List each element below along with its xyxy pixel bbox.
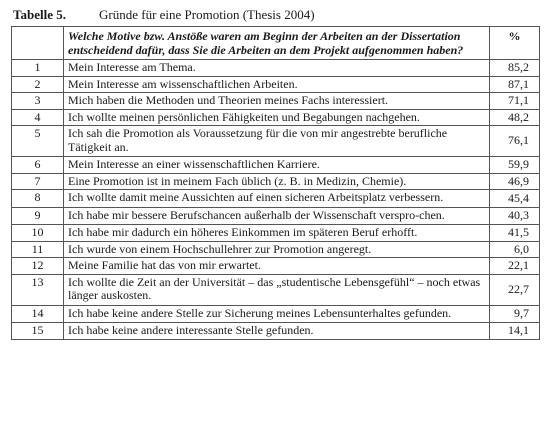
row-number: 3 <box>12 93 64 110</box>
table-row <box>12 258 540 275</box>
row-text: Ich wurde von einem Hochschullehrer zur Promotion angeregt. <box>64 241 490 258</box>
row-text: Mich haben die Methoden und Theorien meines Fachs interessiert. <box>64 93 490 110</box>
row-text: Eine Promotion ist in meinem Fach üblich (z. B. in Medizin, Chemie). <box>64 173 490 190</box>
row-number: 10 <box>12 225 64 242</box>
table-row <box>12 305 540 323</box>
row-percent: 76,1 <box>490 126 540 157</box>
table-row <box>12 157 540 174</box>
row-text: Mein Interesse an einer wissenschaftlichen Karriere. <box>64 157 490 174</box>
table-row <box>12 109 540 126</box>
table-row <box>12 323 540 340</box>
table-row <box>12 241 540 258</box>
row-percent: 40,3 <box>490 207 540 225</box>
table-row <box>12 76 540 93</box>
table-row <box>12 190 540 208</box>
row-number: 2 <box>12 76 64 93</box>
row-percent: 22,7 <box>490 274 540 305</box>
row-percent: 14,1 <box>490 323 540 340</box>
row-text: Ich wollte meinen persönlichen Fähigkeiten und Begabungen nachgehen. <box>64 109 490 126</box>
row-number: 7 <box>12 173 64 190</box>
percent-header: % <box>490 27 540 60</box>
row-text: Ich habe mir bessere Berufschancen außerhalb der Wissenschaft verspro-chen. <box>64 207 490 225</box>
row-percent: 48,2 <box>490 109 540 126</box>
row-number: 15 <box>12 323 64 340</box>
table-row <box>12 93 540 110</box>
row-percent: 6,0 <box>490 241 540 258</box>
row-number: 6 <box>12 157 64 174</box>
row-percent: 85,2 <box>490 60 540 77</box>
row-percent: 45,4 <box>490 190 540 208</box>
row-text: Ich wollte die Zeit an der Universität – das „studentische Lebensgefühl“ – noch etwas länger auskosten. <box>64 274 490 305</box>
motives-table <box>11 26 540 340</box>
table-caption-title: Gründe für eine Promotion (Thesis 2004) <box>99 7 315 22</box>
row-percent: 59,9 <box>490 157 540 174</box>
row-number: 9 <box>12 207 64 225</box>
header-number-cell <box>12 27 64 60</box>
table-row <box>12 274 540 305</box>
row-text: Ich habe keine andere interessante Stelle gefunden. <box>64 323 490 340</box>
row-percent: 41,5 <box>490 225 540 242</box>
table-row <box>12 173 540 190</box>
row-percent: 22,1 <box>490 258 540 275</box>
table-caption <box>10 4 540 26</box>
table-row <box>12 60 540 77</box>
question-header: Welche Motive bzw. Anstöße waren am Beginn der Arbeiten an der Dissertation entscheidend dafür, dass Sie die Arbeiten an dem Projekt aufgenommen haben? <box>64 27 490 60</box>
table-caption-label: Tabelle 5. <box>13 7 66 22</box>
row-text: Meine Familie hat das von mir erwartet. <box>64 258 490 275</box>
row-number: 8 <box>12 190 64 208</box>
row-number: 12 <box>12 258 64 275</box>
table-row <box>12 225 540 242</box>
row-percent: 87,1 <box>490 76 540 93</box>
row-number: 4 <box>12 109 64 126</box>
row-number: 5 <box>12 126 64 157</box>
row-number: 13 <box>12 274 64 305</box>
row-percent: 46,9 <box>490 173 540 190</box>
table-header-row <box>12 27 540 60</box>
row-percent: 71,1 <box>490 93 540 110</box>
row-number: 11 <box>12 241 64 258</box>
row-number: 14 <box>12 305 64 323</box>
row-percent: 9,7 <box>490 305 540 323</box>
row-number: 1 <box>12 60 64 77</box>
table-row <box>12 207 540 225</box>
row-text: Ich sah die Promotion als Voraussetzung für die von mir angestrebte berufliche Tätigkeit an. <box>64 126 490 157</box>
table-row <box>12 126 540 157</box>
row-text: Mein Interesse am wissenschaftlichen Arbeiten. <box>64 76 490 93</box>
row-text: Ich habe keine andere Stelle zur Sicherung meines Lebensunterhaltes gefunden. <box>64 305 490 323</box>
row-text: Ich habe mir dadurch ein höheres Einkommen im späteren Beruf erhofft. <box>64 225 490 242</box>
row-text: Ich wollte damit meine Aussichten auf einen sicheren Arbeitsplatz verbessern. <box>64 190 490 208</box>
row-text: Mein Interesse am Thema. <box>64 60 490 77</box>
